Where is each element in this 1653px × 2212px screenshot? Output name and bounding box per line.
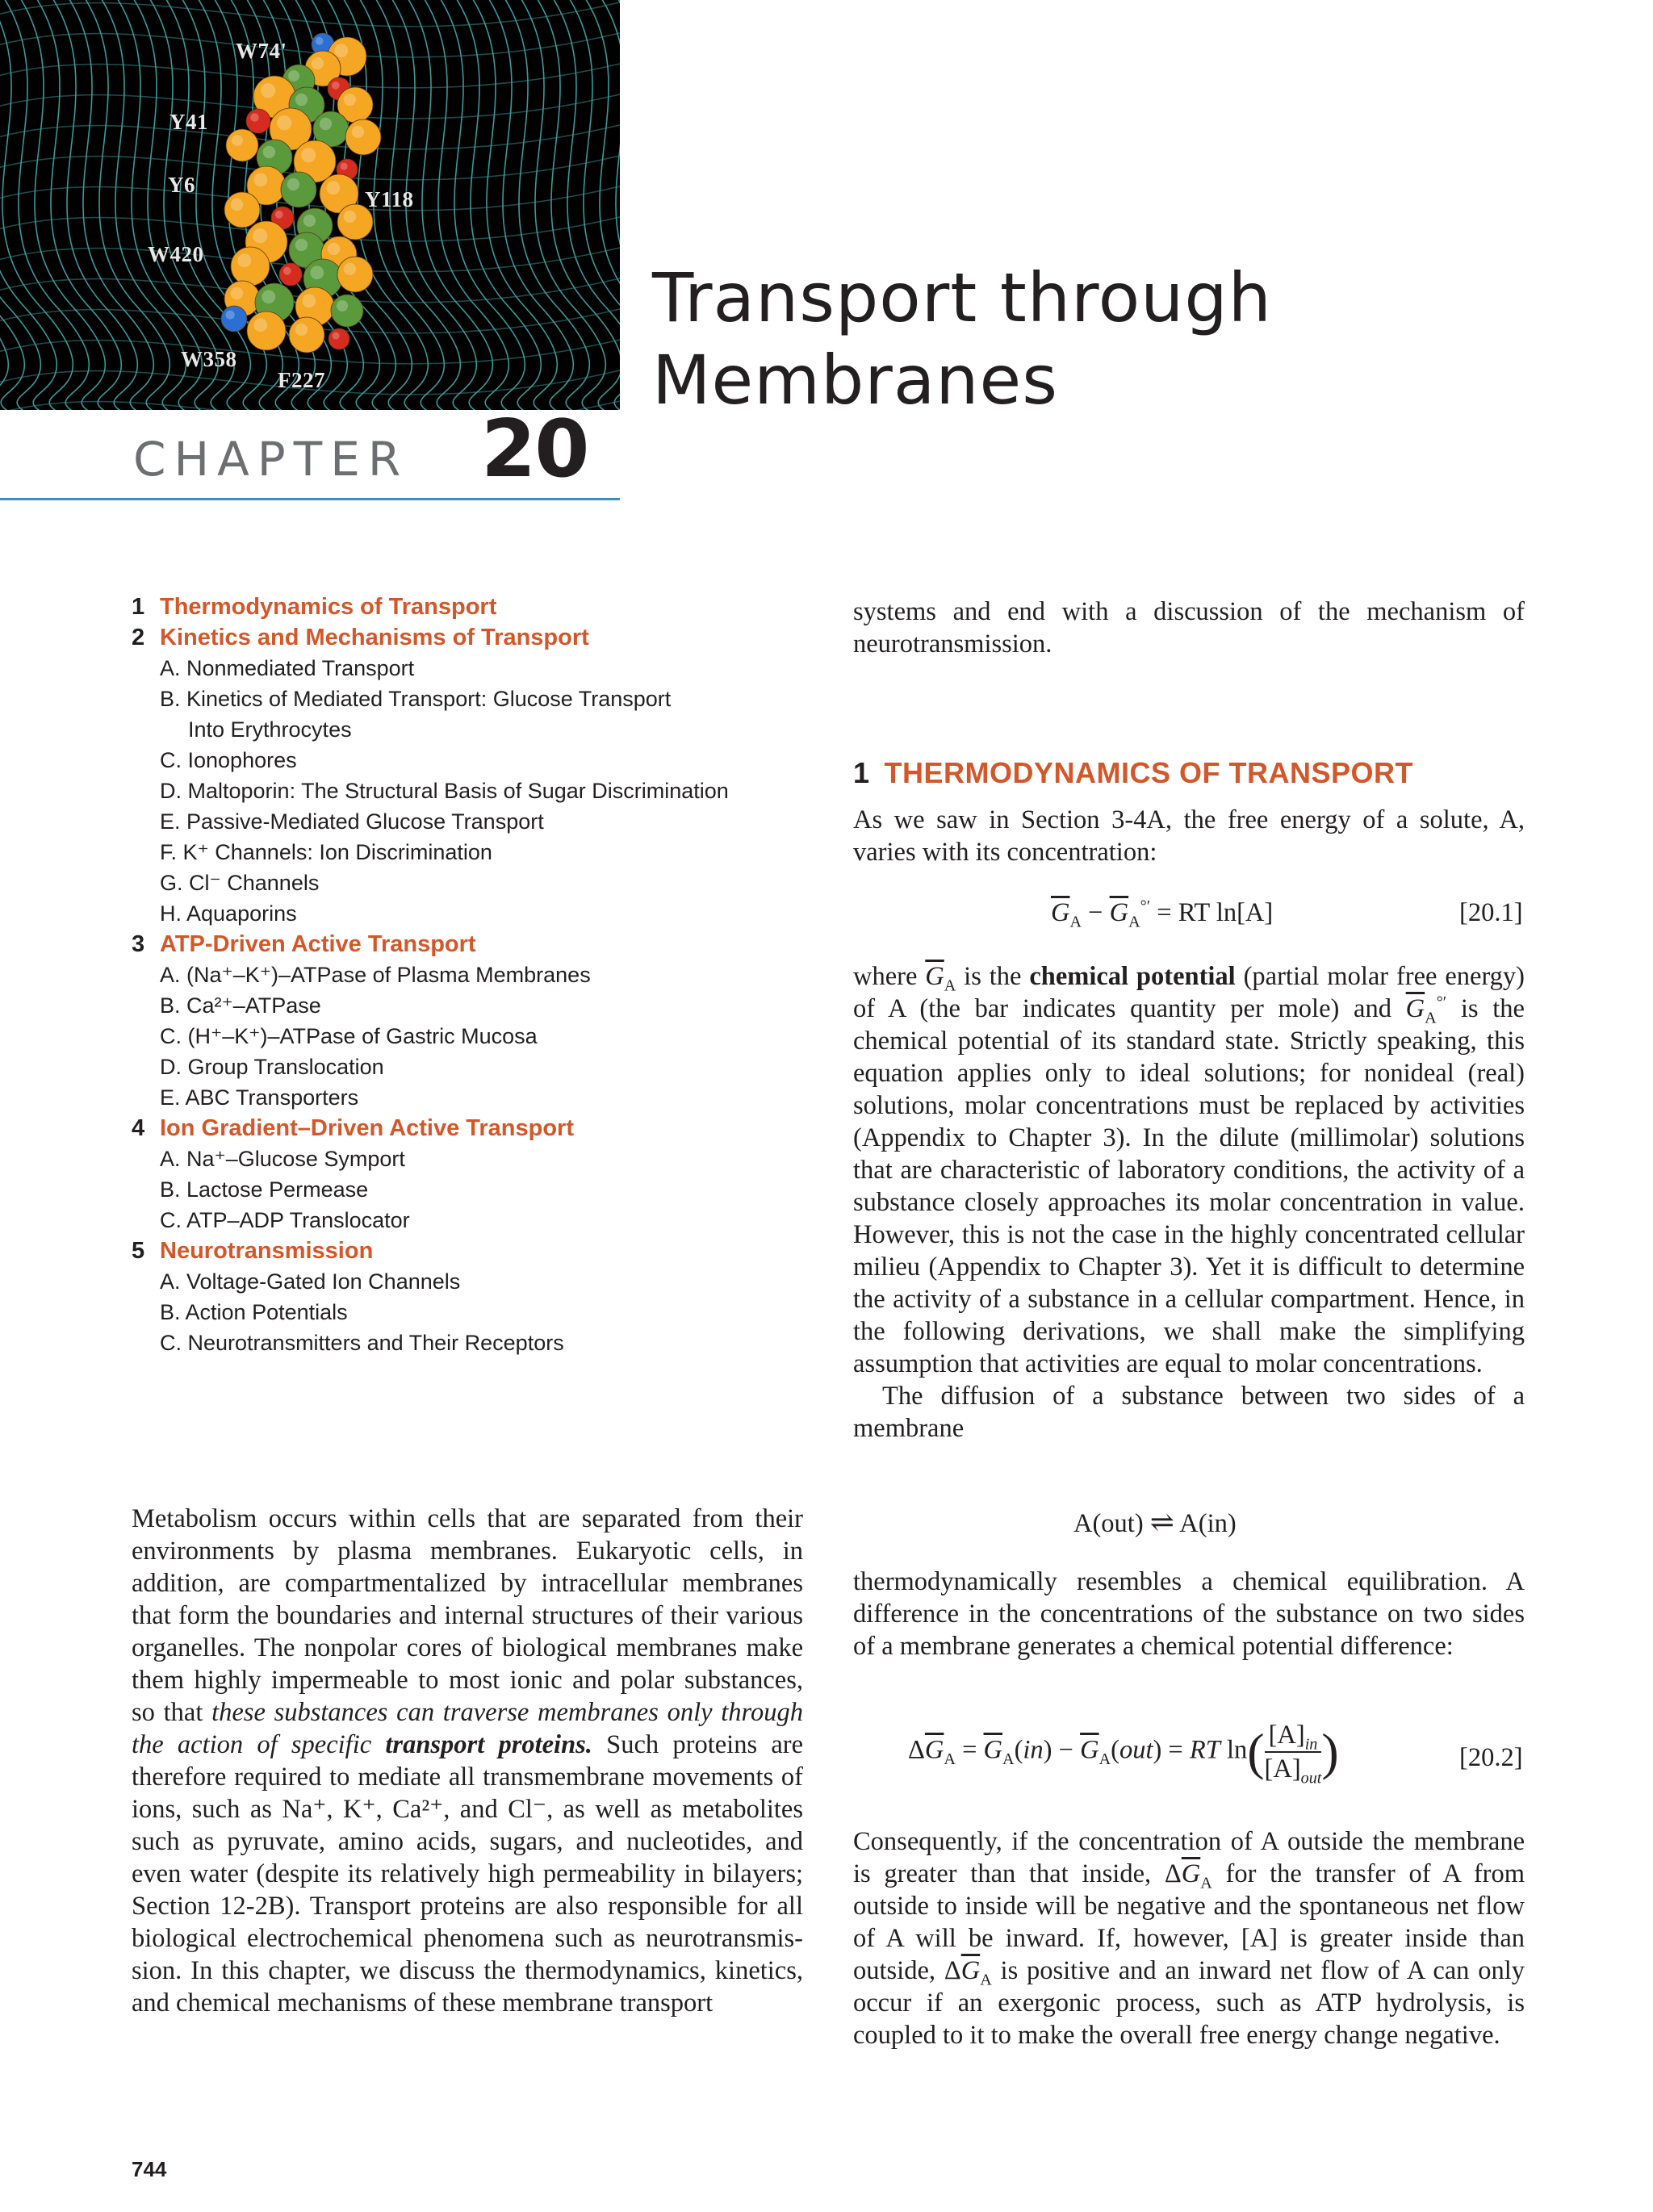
toc-section-number: 4: [132, 1115, 145, 1141]
toc-section[interactable]: [132, 1236, 842, 1266]
atom-highlight: [341, 163, 348, 170]
toc-subsection[interactable]: A. (Na⁺–K⁺)–ATPase of Plasma Membranes: [160, 963, 591, 987]
toc-subsection[interactable]: C. Ionophores: [160, 748, 297, 772]
body-text: for the transfer of A from outside to inside will be negative and the spontaneous net flow of A will be inward. If, however, [A] is greater inside than outside,: [853, 1859, 1525, 1985]
atom-sphere: [226, 129, 258, 161]
toc-section-number: 1: [132, 594, 145, 620]
sugar-chain-spacefill: [221, 33, 381, 353]
atom-sphere: [246, 109, 270, 133]
toc-subsection[interactable]: C. Neurotransmitters and Their Receptors: [160, 1331, 564, 1355]
key-term: chemical potential: [1029, 962, 1236, 991]
toc-section[interactable]: [132, 1113, 842, 1144]
atom-sphere: [289, 317, 324, 353]
toc-section-number: 2: [132, 625, 145, 650]
section-heading: [853, 757, 1525, 789]
chemical-potential-paragraph: [853, 960, 1525, 1445]
atom-highlight: [344, 94, 356, 106]
atom-sphere: [329, 328, 349, 349]
equation-right: A(in): [1179, 1509, 1237, 1538]
toc-subsection[interactable]: E. ABC Transporters: [160, 1085, 359, 1110]
toc-subsection[interactable]: C. (H⁺–K⁺)–ATPase of Gastric Mucosa: [160, 1024, 538, 1048]
atom-highlight: [332, 82, 340, 90]
atom-highlight: [283, 267, 291, 275]
emphasis-text: these substances can traverse membranes only through the action of specific: [132, 1698, 803, 1759]
chapter-title: [652, 257, 1580, 421]
atom-highlight: [253, 228, 267, 243]
atom-highlight: [344, 263, 356, 275]
table-of-contents: [132, 592, 842, 1358]
equation-rhs: = RT ln[A]: [1157, 898, 1274, 927]
chapter-number: 20: [481, 404, 588, 496]
chapter-title-line: Membranes: [652, 341, 1058, 420]
atom-highlight: [320, 118, 332, 130]
equation-number: [20.2]: [1459, 1743, 1523, 1772]
toc-section[interactable]: [132, 929, 842, 960]
toc-section-title: ATP-Driven Active Transport: [160, 931, 476, 957]
atom-highlight: [226, 311, 235, 320]
atom-sphere: [247, 312, 286, 350]
atom-highlight: [232, 135, 243, 146]
equation-left: A(out): [1073, 1509, 1144, 1538]
chapter-label: CHAPTER: [133, 432, 409, 487]
atom-highlight: [275, 211, 283, 219]
atom-sphere: [224, 192, 260, 228]
atom-highlight: [263, 146, 275, 158]
section-number: 1: [853, 756, 870, 789]
atom-highlight: [316, 37, 324, 45]
atom-highlight: [250, 113, 259, 122]
toc-subsection-continued[interactable]: Into Erythrocytes: [188, 717, 352, 742]
atom-highlight: [295, 324, 308, 336]
toc-subsection[interactable]: A. Voltage-Gated Ion Channels: [160, 1269, 461, 1294]
key-term: transport proteins.: [385, 1730, 592, 1759]
equilibrium-equation: [1073, 1505, 1237, 1539]
toc-section[interactable]: [132, 592, 842, 622]
atom-highlight: [277, 115, 291, 130]
body-paragraph: thermodynamically resembles a chemical equilibration. A difference in the concentrations of the substance on two sides of a membrane generates a chemical potential difference:: [853, 1567, 1525, 1661]
chapter-title-line: Transport through: [652, 258, 1272, 337]
body-text: Consequently, if the concentration of A outside the membrane is greater than that inside,: [853, 1827, 1525, 1888]
section-title: THERMODYNAMICS OF TRANSPORT: [884, 756, 1414, 789]
atom-highlight: [328, 243, 340, 255]
residue-label: W74': [236, 39, 287, 63]
residue-label: W420: [148, 242, 204, 266]
atom-highlight: [237, 253, 251, 267]
residue-label: W358: [181, 347, 237, 371]
toc-subsection[interactable]: F. K⁺ Channels: Ion Discrimination: [160, 840, 492, 864]
atom-highlight: [333, 332, 340, 340]
atom-highlight: [326, 181, 340, 194]
chapter-rule: [0, 498, 620, 500]
atom-highlight: [288, 70, 299, 82]
toc-section-title: Kinetics and Mechanisms of Transport: [160, 625, 589, 650]
toc-subsection[interactable]: A. Na⁺–Glucose Symport: [160, 1147, 405, 1171]
atom-highlight: [310, 266, 324, 279]
equation-number: [20.1]: [1459, 898, 1523, 927]
body-text: Metabolism occurs within cells that are separated from their environments by plasma membranes. Eukaryotic cells, in addition, are compartmentalized by intracellular membranes that form the boundaries and internal structures of their various organelles. The nonpolar cores of biological membranes make them highly impermeable to most ionic and polar substances, so that: [132, 1504, 803, 1727]
body-text: is positive and an inward net flow of A can only occur if an exergonic process, such as ATP hydrolysis, is coupled to it to make the overall free energy change negative.: [853, 1956, 1525, 2050]
atom-sphere: [231, 247, 270, 286]
residue-label: Y118: [365, 187, 414, 211]
toc-subsection[interactable]: E. Passive-Mediated Glucose Transport: [160, 809, 544, 834]
atom-highlight: [231, 287, 243, 299]
toc-subsection[interactable]: C. ATP–ADP Translocator: [160, 1208, 410, 1232]
atom-highlight: [303, 215, 316, 227]
toc-subsection[interactable]: B. Lactose Permease: [160, 1177, 369, 1202]
atom-highlight: [253, 173, 267, 186]
chapter-opener-image: [0, 0, 620, 410]
atom-highlight: [344, 211, 356, 223]
body-text: is the: [956, 962, 1030, 991]
atom-highlight: [352, 126, 364, 138]
toc-subsection[interactable]: B. Action Potentials: [160, 1300, 348, 1324]
atom-highlight: [261, 83, 275, 98]
intro-paragraph: [132, 1503, 803, 2019]
toc-section[interactable]: [132, 622, 842, 653]
body-text: where: [853, 962, 926, 991]
potential-difference-paragraph: [853, 1566, 1525, 1662]
toc-section-number: 3: [132, 931, 145, 957]
atom-highlight: [231, 199, 243, 211]
page-number: 744: [132, 2157, 167, 2181]
atom-highlight: [312, 57, 324, 69]
toc-subsection[interactable]: D. Group Translocation: [160, 1055, 384, 1079]
toc-section-title: Neurotransmission: [160, 1238, 374, 1264]
toc-section-title: Thermodynamics of Transport: [160, 594, 497, 620]
equation-20-1: $\overline{G}_A - \overline{G}_A^{^\circ'}$ = RT ln[A]: [1051, 897, 1274, 931]
atom-highlight: [334, 44, 348, 57]
atom-sphere: [337, 257, 373, 292]
body-paragraph: As we saw in Section 3-4A, the free energy of a solute, A, varies with its concentration:: [853, 805, 1525, 867]
atom-highlight: [302, 294, 316, 307]
atom-sphere: [279, 263, 302, 286]
body-paragraph: where $\overline{G}_A$ is the chemical potential (partial molar free energy) of A (the bar indicates quantity per mole) and $\overline{G}_A^{^\circ'}$ is the chemical potential of its standard state. Strictly speaking, this equation applies only to ideal solutions; for nonideal (real) solutions, molar concentrations must be replaced by activities (Appendix to Chapter 3). In the dilute (millimolar) solutions that are characteristic of laboratory conditions, the activity of a substance closely approaches its molar concentration in value. However, this is not the case in the highly concentrated cellular milieu (Appendix to Chapter 3). Yet it is difficult to determine the activity of a substance in a cellular compartment. Hence, in the following derivations, we shall make the simplifying assumption that activities are equal to molar concentrations.: [853, 962, 1525, 1378]
atom-highlight: [295, 239, 308, 251]
atom-highlight: [262, 290, 275, 303]
body-text: (partial molar free energy) of A (the bar indicates quantity per mole) and: [853, 962, 1525, 1023]
body-paragraph: systems and end with a discussion of the mechanism of neurotransmission.: [853, 597, 1525, 659]
body-text: Such proteins are therefore required to mediate all transmembrane movements of ions, such as Na⁺, K⁺, Ca²⁺, and Cl⁻, as well as metabolites such as pyruvate, amino acids, sugars, and nucleotides, and even water (despite its relatively high permeability in bilayers; Section 12-2B). Transport proteins are also responsible for all biological electrochemical phenomena such as neurotransmission. In this chapter, we discuss the thermodynamics, kinetics, and chemical mechanisms of these membrane transport: [132, 1730, 803, 2018]
residue-label: Y6: [168, 173, 195, 197]
body-paragraph: The diffusion of a substance between two sides of a membrane: [853, 1382, 1525, 1443]
atom-sphere: [281, 172, 316, 207]
toc-subsection[interactable]: A. Nonmediated Transport: [160, 656, 415, 680]
toc-subsection[interactable]: D. Maltoporin: The Structural Basis of Sugar Discrimination: [160, 779, 729, 803]
toc-subsection[interactable]: B. Ca²⁺–ATPase: [160, 993, 321, 1018]
continued-paragraph: [853, 596, 1525, 660]
toc-section-title: Ion Gradient–Driven Active Transport: [160, 1115, 574, 1141]
equilibrium-arrow: ⇌: [1149, 1506, 1174, 1538]
section-1: [853, 757, 1525, 868]
toc-subsection[interactable]: H. Aquaporins: [160, 901, 297, 926]
equation-20-2: $\Delta\overline{G}_A = \overline{G}_A(in) - \overline{G}_A(out)$ = RT ln( $\frac{[A]_{in}}{[A]_{out}}$ ): [908, 1721, 1339, 1788]
residue-label: F227: [278, 368, 325, 392]
toc-subsection[interactable]: G. Cl⁻ Channels: [160, 871, 320, 895]
body-paragraph: Consequently, if the concentration of A outside the membrane is greater than that inside, $\Delta\overline{G}_A$ for the transfer of A from outside to inside will be negative and the spontaneous net flow of A will be inward. If, however, [A] is greater inside than outside, $\Delta\overline{G}_A$ is positive and an inward net flow of A can only occur if an exergonic process, such as ATP hydrolysis, is coupled to it to make the overall free energy change negative.: [853, 1827, 1525, 2050]
protein-structure-figure: [0, 0, 620, 410]
atom-highlight: [253, 318, 267, 332]
toc-subsection[interactable]: B. Kinetics of Mediated Transport: Glucose Transport: [160, 687, 672, 711]
body-text: is the chemical potential of its standard state. Strictly speaking, this equation applies only to ideal solutions; for nonideal (real) solutions, molar concentrations must be replaced by activities (Appendix to Chapter 3). In the dilute (millimolar) solutions that are characteristic of laboratory conditions, the activity of a substance closely approaches its molar concentration in value. However, this is not the case in the highly concentrated cellular milieu (Appendix to Chapter 3). Yet it is difficult to determine the activity of a substance in a cellular compartment. Hence, in the following derivations, we shall make the simplifying assumption that activities are equal to molar concentrations.: [853, 994, 1525, 1378]
body-paragraph: [132, 1503, 803, 2019]
atom-highlight: [301, 148, 316, 162]
atom-highlight: [337, 300, 348, 312]
atom-highlight: [295, 94, 308, 106]
residue-label: Y41: [169, 110, 208, 134]
atom-highlight: [287, 178, 299, 190]
atom-sphere: [345, 119, 381, 155]
atom-sphere: [221, 306, 247, 332]
atom-sphere: [331, 295, 363, 327]
toc-section-number: 5: [132, 1238, 145, 1264]
consequence-paragraph: [853, 1825, 1525, 2051]
